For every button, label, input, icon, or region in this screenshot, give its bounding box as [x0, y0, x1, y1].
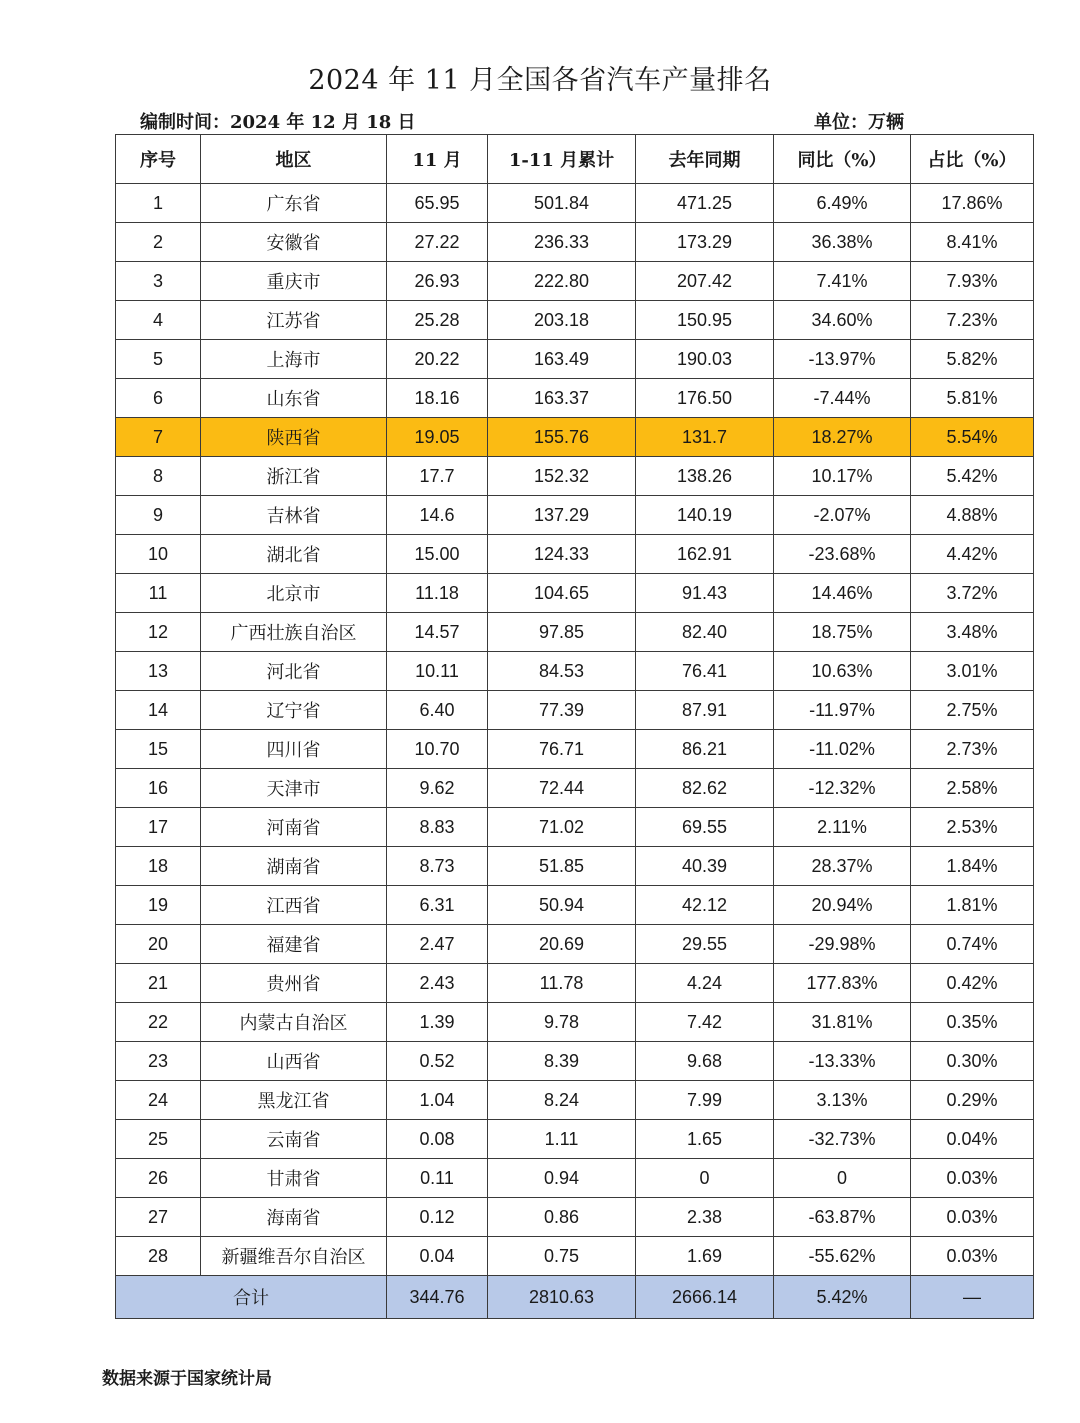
region-cell: 江西省 — [201, 886, 387, 925]
table-row — [116, 262, 1034, 301]
total-last-year: 2666.14 — [636, 1276, 774, 1319]
region-cell: 浙江省 — [201, 457, 387, 496]
total-row — [116, 1276, 1034, 1319]
november-cell: 10.11 — [387, 652, 488, 691]
rank-cell: 16 — [116, 769, 201, 808]
table-row — [116, 964, 1034, 1003]
region-cell: 河南省 — [201, 808, 387, 847]
last-year-cell: 190.03 — [636, 340, 774, 379]
region-cell: 重庆市 — [201, 262, 387, 301]
region-cell: 内蒙古自治区 — [201, 1003, 387, 1042]
share-cell: 2.75% — [911, 691, 1034, 730]
share-cell: 5.54% — [911, 418, 1034, 457]
yoy-cell: 0 — [774, 1159, 911, 1198]
rank-cell: 26 — [116, 1159, 201, 1198]
last-year-cell: 69.55 — [636, 808, 774, 847]
table-row — [116, 730, 1034, 769]
table-row — [116, 1237, 1034, 1276]
cumulative-cell: 163.37 — [488, 379, 636, 418]
last-year-cell: 7.42 — [636, 1003, 774, 1042]
cumulative-cell: 50.94 — [488, 886, 636, 925]
yoy-cell: 177.83% — [774, 964, 911, 1003]
table-row — [116, 1042, 1034, 1081]
table-row — [116, 808, 1034, 847]
rank-cell: 20 — [116, 925, 201, 964]
share-cell: 0.74% — [911, 925, 1034, 964]
region-cell: 吉林省 — [201, 496, 387, 535]
last-year-cell: 150.95 — [636, 301, 774, 340]
yoy-cell: 28.37% — [774, 847, 911, 886]
table-row — [116, 379, 1034, 418]
region-cell: 贵州省 — [201, 964, 387, 1003]
last-year-cell: 87.91 — [636, 691, 774, 730]
november-cell: 10.70 — [387, 730, 488, 769]
table-row — [116, 340, 1034, 379]
last-year-cell: 4.24 — [636, 964, 774, 1003]
last-year-cell: 173.29 — [636, 223, 774, 262]
cumulative-cell: 8.24 — [488, 1081, 636, 1120]
cumulative-cell: 11.78 — [488, 964, 636, 1003]
share-cell: 0.42% — [911, 964, 1034, 1003]
november-cell: 14.6 — [387, 496, 488, 535]
table-row — [116, 886, 1034, 925]
rank-cell: 13 — [116, 652, 201, 691]
region-cell: 北京市 — [201, 574, 387, 613]
table-row — [116, 496, 1034, 535]
ranking-table — [115, 134, 1034, 1319]
share-cell: 5.81% — [911, 379, 1034, 418]
table-row — [116, 613, 1034, 652]
november-cell: 27.22 — [387, 223, 488, 262]
rank-cell: 5 — [116, 340, 201, 379]
rank-cell: 7 — [116, 418, 201, 457]
rank-cell: 1 — [116, 184, 201, 223]
share-cell: 1.81% — [911, 886, 1034, 925]
yoy-cell: 18.75% — [774, 613, 911, 652]
header-cumulative: 1-11 月累计 — [488, 135, 636, 184]
november-cell: 8.73 — [387, 847, 488, 886]
yoy-cell: 18.27% — [774, 418, 911, 457]
november-cell: 0.12 — [387, 1198, 488, 1237]
yoy-cell: 6.49% — [774, 184, 911, 223]
header-yoy: 同比（%） — [774, 135, 911, 184]
november-cell: 17.7 — [387, 457, 488, 496]
cumulative-cell: 236.33 — [488, 223, 636, 262]
last-year-cell: 91.43 — [636, 574, 774, 613]
last-year-cell: 2.38 — [636, 1198, 774, 1237]
rank-cell: 24 — [116, 1081, 201, 1120]
rank-cell: 10 — [116, 535, 201, 574]
share-cell: 17.86% — [911, 184, 1034, 223]
yoy-cell: -13.33% — [774, 1042, 911, 1081]
region-cell: 海南省 — [201, 1198, 387, 1237]
last-year-cell: 9.68 — [636, 1042, 774, 1081]
table-row — [116, 457, 1034, 496]
cumulative-cell: 8.39 — [488, 1042, 636, 1081]
region-cell: 江苏省 — [201, 301, 387, 340]
rank-cell: 22 — [116, 1003, 201, 1042]
yoy-cell: -13.97% — [774, 340, 911, 379]
november-cell: 8.83 — [387, 808, 488, 847]
november-cell: 1.04 — [387, 1081, 488, 1120]
share-cell: 0.35% — [911, 1003, 1034, 1042]
last-year-cell: 1.69 — [636, 1237, 774, 1276]
last-year-cell: 82.62 — [636, 769, 774, 808]
yoy-cell: -2.07% — [774, 496, 911, 535]
rank-cell: 9 — [116, 496, 201, 535]
cumulative-cell: 20.69 — [488, 925, 636, 964]
region-cell: 四川省 — [201, 730, 387, 769]
cumulative-cell: 97.85 — [488, 613, 636, 652]
yoy-cell: 31.81% — [774, 1003, 911, 1042]
unit-label: 单位：万辆 — [814, 112, 904, 133]
table-row — [116, 184, 1034, 223]
cumulative-cell: 76.71 — [488, 730, 636, 769]
november-cell: 1.39 — [387, 1003, 488, 1042]
compiled-date: 编制时间：2024 年 12 月 18 日 — [140, 112, 416, 133]
cumulative-cell: 9.78 — [488, 1003, 636, 1042]
table-row — [116, 1198, 1034, 1237]
last-year-cell: 40.39 — [636, 847, 774, 886]
region-cell: 黑龙江省 — [201, 1081, 387, 1120]
table-row — [116, 1159, 1034, 1198]
cumulative-cell: 71.02 — [488, 808, 636, 847]
share-cell: 2.58% — [911, 769, 1034, 808]
region-cell: 上海市 — [201, 340, 387, 379]
rank-cell: 6 — [116, 379, 201, 418]
rank-cell: 4 — [116, 301, 201, 340]
table-row — [116, 574, 1034, 613]
header-last-year: 去年同期 — [636, 135, 774, 184]
total-yoy: 5.42% — [774, 1276, 911, 1319]
rank-cell: 27 — [116, 1198, 201, 1237]
table-row — [116, 535, 1034, 574]
share-cell: 8.41% — [911, 223, 1034, 262]
cumulative-cell: 501.84 — [488, 184, 636, 223]
yoy-cell: -11.97% — [774, 691, 911, 730]
november-cell: 6.31 — [387, 886, 488, 925]
november-cell: 0.08 — [387, 1120, 488, 1159]
region-cell: 甘肃省 — [201, 1159, 387, 1198]
cumulative-cell: 84.53 — [488, 652, 636, 691]
last-year-cell: 29.55 — [636, 925, 774, 964]
header-region: 地区 — [201, 135, 387, 184]
share-cell: 0.04% — [911, 1120, 1034, 1159]
yoy-cell: 20.94% — [774, 886, 911, 925]
share-cell: 7.93% — [911, 262, 1034, 301]
rank-cell: 28 — [116, 1237, 201, 1276]
share-cell: 0.03% — [911, 1198, 1034, 1237]
rank-cell: 17 — [116, 808, 201, 847]
rank-cell: 12 — [116, 613, 201, 652]
cumulative-cell: 1.11 — [488, 1120, 636, 1159]
region-cell: 广东省 — [201, 184, 387, 223]
share-cell: 4.88% — [911, 496, 1034, 535]
november-cell: 20.22 — [387, 340, 488, 379]
table-row — [116, 652, 1034, 691]
november-cell: 0.04 — [387, 1237, 488, 1276]
table-row — [116, 1081, 1034, 1120]
total-cumulative: 2810.63 — [488, 1276, 636, 1319]
last-year-cell: 0 — [636, 1159, 774, 1198]
table-row — [116, 691, 1034, 730]
share-cell: 3.72% — [911, 574, 1034, 613]
yoy-cell: 34.60% — [774, 301, 911, 340]
cumulative-cell: 72.44 — [488, 769, 636, 808]
header-share: 占比（%） — [911, 135, 1034, 184]
total-label: 合计 — [116, 1276, 387, 1319]
november-cell: 15.00 — [387, 535, 488, 574]
rank-cell: 21 — [116, 964, 201, 1003]
table-row — [116, 769, 1034, 808]
table-row — [116, 223, 1034, 262]
rank-cell: 3 — [116, 262, 201, 301]
yoy-cell: -12.32% — [774, 769, 911, 808]
yoy-cell: -7.44% — [774, 379, 911, 418]
rank-cell: 11 — [116, 574, 201, 613]
cumulative-cell: 0.86 — [488, 1198, 636, 1237]
region-cell: 安徽省 — [201, 223, 387, 262]
share-cell: 1.84% — [911, 847, 1034, 886]
region-cell: 陕西省 — [201, 418, 387, 457]
yoy-cell: -11.02% — [774, 730, 911, 769]
last-year-cell: 86.21 — [636, 730, 774, 769]
share-cell: 7.23% — [911, 301, 1034, 340]
share-cell: 0.03% — [911, 1159, 1034, 1198]
cumulative-cell: 155.76 — [488, 418, 636, 457]
november-cell: 11.18 — [387, 574, 488, 613]
region-cell: 广西壮族自治区 — [201, 613, 387, 652]
region-cell: 湖北省 — [201, 535, 387, 574]
cumulative-cell: 104.65 — [488, 574, 636, 613]
table-row — [116, 301, 1034, 340]
cumulative-cell: 77.39 — [488, 691, 636, 730]
yoy-cell: -55.62% — [774, 1237, 911, 1276]
yoy-cell: 14.46% — [774, 574, 911, 613]
cumulative-cell: 203.18 — [488, 301, 636, 340]
share-cell: 5.42% — [911, 457, 1034, 496]
last-year-cell: 140.19 — [636, 496, 774, 535]
november-cell: 25.28 — [387, 301, 488, 340]
last-year-cell: 131.7 — [636, 418, 774, 457]
share-cell: 5.82% — [911, 340, 1034, 379]
rank-cell: 23 — [116, 1042, 201, 1081]
header-november: 11 月 — [387, 135, 488, 184]
header-rank: 序号 — [116, 135, 201, 184]
table-row — [116, 1120, 1034, 1159]
last-year-cell: 176.50 — [636, 379, 774, 418]
cumulative-cell: 51.85 — [488, 847, 636, 886]
total-november: 344.76 — [387, 1276, 488, 1319]
rank-cell: 19 — [116, 886, 201, 925]
share-cell: 3.48% — [911, 613, 1034, 652]
share-cell: 3.01% — [911, 652, 1034, 691]
region-cell: 河北省 — [201, 652, 387, 691]
yoy-cell: -29.98% — [774, 925, 911, 964]
yoy-cell: 3.13% — [774, 1081, 911, 1120]
region-cell: 新疆维吾尔自治区 — [201, 1237, 387, 1276]
cumulative-cell: 222.80 — [488, 262, 636, 301]
total-share: — — [911, 1276, 1034, 1319]
yoy-cell: 2.11% — [774, 808, 911, 847]
region-cell: 辽宁省 — [201, 691, 387, 730]
header-row — [116, 135, 1034, 184]
last-year-cell: 471.25 — [636, 184, 774, 223]
november-cell: 26.93 — [387, 262, 488, 301]
cumulative-cell: 0.94 — [488, 1159, 636, 1198]
region-cell: 湖南省 — [201, 847, 387, 886]
cumulative-cell: 163.49 — [488, 340, 636, 379]
region-cell: 山西省 — [201, 1042, 387, 1081]
november-cell: 18.16 — [387, 379, 488, 418]
rank-cell: 14 — [116, 691, 201, 730]
region-cell: 山东省 — [201, 379, 387, 418]
last-year-cell: 1.65 — [636, 1120, 774, 1159]
share-cell: 2.53% — [911, 808, 1034, 847]
yoy-cell: 7.41% — [774, 262, 911, 301]
yoy-cell: 36.38% — [774, 223, 911, 262]
cumulative-cell: 124.33 — [488, 535, 636, 574]
cumulative-cell: 152.32 — [488, 457, 636, 496]
region-cell: 福建省 — [201, 925, 387, 964]
november-cell: 2.47 — [387, 925, 488, 964]
rank-cell: 8 — [116, 457, 201, 496]
data-source-note: 数据来源于国家统计局 — [102, 1369, 272, 1389]
yoy-cell: 10.63% — [774, 652, 911, 691]
region-cell: 天津市 — [201, 769, 387, 808]
yoy-cell: 10.17% — [774, 457, 911, 496]
table-row — [116, 925, 1034, 964]
rank-cell: 2 — [116, 223, 201, 262]
rank-cell: 15 — [116, 730, 201, 769]
rank-cell: 18 — [116, 847, 201, 886]
november-cell: 14.57 — [387, 613, 488, 652]
last-year-cell: 162.91 — [636, 535, 774, 574]
november-cell: 65.95 — [387, 184, 488, 223]
last-year-cell: 76.41 — [636, 652, 774, 691]
cumulative-cell: 137.29 — [488, 496, 636, 535]
table-row — [116, 418, 1034, 457]
region-cell: 云南省 — [201, 1120, 387, 1159]
november-cell: 6.40 — [387, 691, 488, 730]
cumulative-cell: 0.75 — [488, 1237, 636, 1276]
last-year-cell: 82.40 — [636, 613, 774, 652]
last-year-cell: 138.26 — [636, 457, 774, 496]
yoy-cell: -32.73% — [774, 1120, 911, 1159]
last-year-cell: 207.42 — [636, 262, 774, 301]
share-cell: 0.29% — [911, 1081, 1034, 1120]
last-year-cell: 42.12 — [636, 886, 774, 925]
table-row — [116, 847, 1034, 886]
share-cell: 0.03% — [911, 1237, 1034, 1276]
table-row — [116, 1003, 1034, 1042]
share-cell: 0.30% — [911, 1042, 1034, 1081]
november-cell: 0.52 — [387, 1042, 488, 1081]
november-cell: 9.62 — [387, 769, 488, 808]
rank-cell: 25 — [116, 1120, 201, 1159]
november-cell: 19.05 — [387, 418, 488, 457]
last-year-cell: 7.99 — [636, 1081, 774, 1120]
november-cell: 2.43 — [387, 964, 488, 1003]
share-cell: 4.42% — [911, 535, 1034, 574]
share-cell: 2.73% — [911, 730, 1034, 769]
november-cell: 0.11 — [387, 1159, 488, 1198]
yoy-cell: -63.87% — [774, 1198, 911, 1237]
yoy-cell: -23.68% — [774, 535, 911, 574]
page-title: 2024 年 11 月全国各省汽车产量排名 — [308, 65, 772, 96]
